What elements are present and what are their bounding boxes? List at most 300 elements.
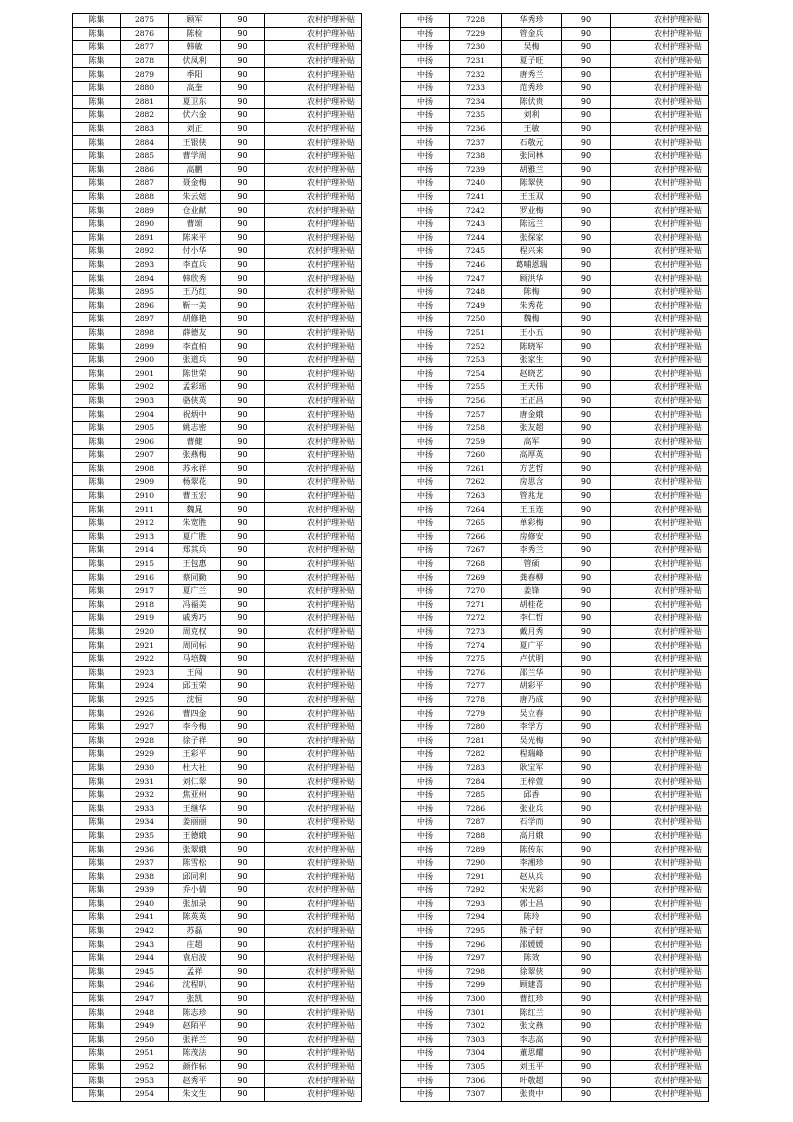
serial-number-cell: 7234 <box>450 95 502 109</box>
village-cell: 陈集 <box>73 353 121 367</box>
village-cell: 陈集 <box>73 761 121 775</box>
table-row <box>401 707 709 721</box>
village-cell: 陈集 <box>73 829 121 843</box>
serial-number-cell: 2891 <box>121 231 169 245</box>
amount-cell: 90 <box>221 843 265 857</box>
village-cell: 陈集 <box>73 489 121 503</box>
serial-number-cell: 7280 <box>450 720 502 734</box>
amount-cell: 90 <box>221 421 265 435</box>
serial-number-cell: 7231 <box>450 54 502 68</box>
table-row <box>73 14 362 28</box>
person-name-cell: 颜作标 <box>169 1060 221 1074</box>
amount-cell: 90 <box>562 340 611 354</box>
amount-cell: 90 <box>562 992 611 1006</box>
subsidy-type-cell: 农村护理补贴 <box>611 897 709 911</box>
amount-cell: 90 <box>562 788 611 802</box>
table-row <box>73 245 362 259</box>
amount-cell: 90 <box>562 1060 611 1074</box>
village-cell: 中扬 <box>401 992 450 1006</box>
person-name-cell: 戴月秀 <box>502 625 562 639</box>
table-row <box>73 951 362 965</box>
serial-number-cell: 2875 <box>121 14 169 28</box>
village-cell: 中扬 <box>401 285 450 299</box>
amount-cell: 90 <box>221 639 265 653</box>
village-cell: 中扬 <box>401 313 450 327</box>
person-name-cell: 蔡同勤 <box>169 571 221 585</box>
serial-number-cell: 2923 <box>121 666 169 680</box>
amount-cell: 90 <box>221 353 265 367</box>
subsidy-type-cell: 农村护理补贴 <box>265 367 362 381</box>
subsidy-type-cell: 农村护理补贴 <box>265 41 362 55</box>
village-cell: 陈集 <box>73 680 121 694</box>
subsidy-type-cell: 农村护理补贴 <box>611 584 709 598</box>
person-name-cell: 王乃红 <box>169 285 221 299</box>
table-row <box>401 938 709 952</box>
subsidy-type-cell: 农村护理补贴 <box>611 299 709 313</box>
table-row <box>73 666 362 680</box>
amount-cell: 90 <box>221 666 265 680</box>
table-body-left <box>73 14 362 1102</box>
person-name-cell: 冯福美 <box>169 598 221 612</box>
serial-number-cell: 2948 <box>121 1006 169 1020</box>
table-row <box>73 829 362 843</box>
serial-number-cell: 7264 <box>450 503 502 517</box>
subsidy-type-cell: 农村护理补贴 <box>611 81 709 95</box>
amount-cell: 90 <box>221 245 265 259</box>
subsidy-type-cell: 农村护理补贴 <box>611 163 709 177</box>
person-name-cell: 唐秀兰 <box>502 68 562 82</box>
table-row <box>401 381 709 395</box>
serial-number-cell: 7272 <box>450 612 502 626</box>
subsidy-table-left <box>72 13 362 1102</box>
amount-cell: 90 <box>562 326 611 340</box>
village-cell: 陈集 <box>73 109 121 123</box>
subsidy-type-cell: 农村护理补贴 <box>611 435 709 449</box>
person-name-cell: 高厚英 <box>502 449 562 463</box>
subsidy-type-cell: 农村护理补贴 <box>611 557 709 571</box>
serial-number-cell: 7240 <box>450 177 502 191</box>
serial-number-cell: 2954 <box>121 1087 169 1101</box>
amount-cell: 90 <box>221 41 265 55</box>
subsidy-type-cell: 农村护理补贴 <box>611 54 709 68</box>
village-cell: 中扬 <box>401 190 450 204</box>
subsidy-type-cell: 农村护理补贴 <box>611 516 709 530</box>
table-row <box>73 911 362 925</box>
table-row <box>401 394 709 408</box>
amount-cell: 90 <box>221 693 265 707</box>
amount-cell: 90 <box>562 68 611 82</box>
village-cell: 中扬 <box>401 693 450 707</box>
table-row <box>401 258 709 272</box>
table-row <box>401 843 709 857</box>
amount-cell: 90 <box>562 353 611 367</box>
amount-cell: 90 <box>562 258 611 272</box>
village-cell: 陈集 <box>73 625 121 639</box>
serial-number-cell: 2903 <box>121 394 169 408</box>
person-name-cell: 王正昌 <box>502 394 562 408</box>
subsidy-type-cell: 农村护理补贴 <box>265 449 362 463</box>
subsidy-type-cell: 农村护理补贴 <box>265 81 362 95</box>
amount-cell: 90 <box>562 625 611 639</box>
village-cell: 陈集 <box>73 408 121 422</box>
subsidy-type-cell: 农村护理补贴 <box>611 394 709 408</box>
serial-number-cell: 7306 <box>450 1074 502 1088</box>
serial-number-cell: 2910 <box>121 489 169 503</box>
serial-number-cell: 7267 <box>450 544 502 558</box>
subsidy-type-cell: 农村护理补贴 <box>265 707 362 721</box>
village-cell: 中扬 <box>401 122 450 136</box>
serial-number-cell: 2931 <box>121 775 169 789</box>
village-cell: 中扬 <box>401 951 450 965</box>
village-cell: 陈集 <box>73 340 121 354</box>
serial-number-cell: 2919 <box>121 612 169 626</box>
village-cell: 中扬 <box>401 381 450 395</box>
table-row <box>73 639 362 653</box>
village-cell: 陈集 <box>73 381 121 395</box>
person-name-cell: 刘正 <box>169 122 221 136</box>
table-row <box>73 870 362 884</box>
serial-number-cell: 7294 <box>450 911 502 925</box>
person-name-cell: 邵兰华 <box>502 666 562 680</box>
village-cell: 中扬 <box>401 843 450 857</box>
subsidy-type-cell: 农村护理补贴 <box>265 190 362 204</box>
amount-cell: 90 <box>562 584 611 598</box>
amount-cell: 90 <box>562 204 611 218</box>
village-cell: 中扬 <box>401 353 450 367</box>
table-row <box>401 489 709 503</box>
subsidy-type-cell: 农村护理补贴 <box>265 462 362 476</box>
village-cell: 中扬 <box>401 516 450 530</box>
village-cell: 陈集 <box>73 652 121 666</box>
subsidy-type-cell: 农村护理补贴 <box>611 122 709 136</box>
subsidy-type-cell: 农村护理补贴 <box>611 884 709 898</box>
amount-cell: 90 <box>562 231 611 245</box>
amount-cell: 90 <box>562 1006 611 1020</box>
village-cell: 中扬 <box>401 1047 450 1061</box>
village-cell: 中扬 <box>401 965 450 979</box>
amount-cell: 90 <box>562 1087 611 1101</box>
person-name-cell: 朱宽胜 <box>169 516 221 530</box>
person-name-cell: 胡彩平 <box>502 680 562 694</box>
subsidy-type-cell: 农村护理补贴 <box>265 693 362 707</box>
person-name-cell: 曹颂 <box>169 217 221 231</box>
person-name-cell: 夏广平 <box>502 639 562 653</box>
subsidy-type-cell: 农村护理补贴 <box>611 408 709 422</box>
amount-cell: 90 <box>562 503 611 517</box>
subsidy-type-cell: 农村护理补贴 <box>611 748 709 762</box>
person-name-cell: 赵陌平 <box>169 1019 221 1033</box>
person-name-cell: 房思含 <box>502 476 562 490</box>
serial-number-cell: 2930 <box>121 761 169 775</box>
amount-cell: 90 <box>221 489 265 503</box>
village-cell: 中扬 <box>401 856 450 870</box>
subsidy-type-cell: 农村护理补贴 <box>265 639 362 653</box>
table-row <box>401 652 709 666</box>
village-cell: 中扬 <box>401 639 450 653</box>
village-cell: 陈集 <box>73 136 121 150</box>
serial-number-cell: 2886 <box>121 163 169 177</box>
person-name-cell: 高军 <box>502 435 562 449</box>
serial-number-cell: 2898 <box>121 326 169 340</box>
amount-cell: 90 <box>562 938 611 952</box>
subsidy-type-cell: 农村护理补贴 <box>265 258 362 272</box>
person-name-cell: 苏磊 <box>169 924 221 938</box>
subsidy-type-cell: 农村护理补贴 <box>265 476 362 490</box>
village-cell: 陈集 <box>73 1047 121 1061</box>
subsidy-type-cell: 农村护理补贴 <box>611 802 709 816</box>
subsidy-type-cell: 农村护理补贴 <box>611 489 709 503</box>
table-row <box>73 41 362 55</box>
amount-cell: 90 <box>221 449 265 463</box>
table-row <box>401 775 709 789</box>
amount-cell: 90 <box>562 897 611 911</box>
village-cell: 中扬 <box>401 884 450 898</box>
subsidy-type-cell: 农村护理补贴 <box>265 231 362 245</box>
village-cell: 中扬 <box>401 748 450 762</box>
serial-number-cell: 2921 <box>121 639 169 653</box>
village-cell: 陈集 <box>73 285 121 299</box>
person-name-cell: 伏六金 <box>169 109 221 123</box>
table-row <box>401 1006 709 1020</box>
amount-cell: 90 <box>221 217 265 231</box>
amount-cell: 90 <box>221 14 265 28</box>
amount-cell: 90 <box>221 571 265 585</box>
village-cell: 陈集 <box>73 911 121 925</box>
serial-number-cell: 7284 <box>450 775 502 789</box>
amount-cell: 90 <box>562 680 611 694</box>
village-cell: 中扬 <box>401 272 450 286</box>
serial-number-cell: 2892 <box>121 245 169 259</box>
person-name-cell: 李志高 <box>502 1033 562 1047</box>
village-cell: 中扬 <box>401 231 450 245</box>
village-cell: 陈集 <box>73 299 121 313</box>
table-row <box>73 190 362 204</box>
person-name-cell: 张同林 <box>502 149 562 163</box>
village-cell: 陈集 <box>73 557 121 571</box>
person-name-cell: 郭士昌 <box>502 897 562 911</box>
subsidy-type-cell: 农村护理补贴 <box>611 707 709 721</box>
serial-number-cell: 7256 <box>450 394 502 408</box>
amount-cell: 90 <box>562 666 611 680</box>
village-cell: 中扬 <box>401 897 450 911</box>
person-name-cell: 赵晓艺 <box>502 367 562 381</box>
village-cell: 中扬 <box>401 258 450 272</box>
person-name-cell: 杨翠花 <box>169 476 221 490</box>
amount-cell: 90 <box>221 54 265 68</box>
serial-number-cell: 2896 <box>121 299 169 313</box>
subsidy-type-cell: 农村护理补贴 <box>265 177 362 191</box>
person-name-cell: 范秀珍 <box>502 81 562 95</box>
table-row <box>73 109 362 123</box>
person-name-cell: 邱玉荣 <box>169 680 221 694</box>
person-name-cell: 顾洪华 <box>502 272 562 286</box>
subsidy-type-cell: 农村护理补贴 <box>265 897 362 911</box>
village-cell: 陈集 <box>73 190 121 204</box>
serial-number-cell: 2933 <box>121 802 169 816</box>
person-name-cell: 管兆龙 <box>502 489 562 503</box>
amount-cell: 90 <box>221 503 265 517</box>
person-name-cell: 王闯 <box>169 666 221 680</box>
person-name-cell: 魏梅 <box>502 313 562 327</box>
person-name-cell: 张翠娥 <box>169 843 221 857</box>
village-cell: 中扬 <box>401 707 450 721</box>
village-cell: 陈集 <box>73 54 121 68</box>
subsidy-type-cell: 农村护理补贴 <box>611 1006 709 1020</box>
serial-number-cell: 7261 <box>450 462 502 476</box>
serial-number-cell: 7246 <box>450 258 502 272</box>
village-cell: 中扬 <box>401 449 450 463</box>
village-cell: 中扬 <box>401 41 450 55</box>
subsidy-type-cell: 农村护理补贴 <box>611 449 709 463</box>
person-name-cell: 胡雅兰 <box>502 163 562 177</box>
person-name-cell: 胡修艳 <box>169 313 221 327</box>
table-row <box>401 503 709 517</box>
amount-cell: 90 <box>562 408 611 422</box>
village-cell: 陈集 <box>73 435 121 449</box>
amount-cell: 90 <box>221 177 265 191</box>
person-name-cell: 李秀兰 <box>502 544 562 558</box>
person-name-cell: 石学而 <box>502 816 562 830</box>
table-row <box>73 1060 362 1074</box>
table-row <box>73 27 362 41</box>
subsidy-type-cell: 农村护理补贴 <box>611 639 709 653</box>
person-name-cell: 朱文生 <box>169 1087 221 1101</box>
person-name-cell: 曹红珍 <box>502 992 562 1006</box>
amount-cell: 90 <box>562 924 611 938</box>
serial-number-cell: 2942 <box>121 924 169 938</box>
village-cell: 中扬 <box>401 612 450 626</box>
amount-cell: 90 <box>562 720 611 734</box>
person-name-cell: 曹健 <box>169 435 221 449</box>
amount-cell: 90 <box>221 476 265 490</box>
amount-cell: 90 <box>221 911 265 925</box>
amount-cell: 90 <box>221 829 265 843</box>
amount-cell: 90 <box>562 122 611 136</box>
person-name-cell: 朱云妞 <box>169 190 221 204</box>
person-name-cell: 聂金梅 <box>169 177 221 191</box>
person-name-cell: 邱香 <box>502 788 562 802</box>
serial-number-cell: 2902 <box>121 381 169 395</box>
subsidy-type-cell: 农村护理补贴 <box>265 136 362 150</box>
amount-cell: 90 <box>562 435 611 449</box>
table-row <box>73 1074 362 1088</box>
serial-number-cell: 7288 <box>450 829 502 843</box>
village-cell: 中扬 <box>401 734 450 748</box>
table-row <box>401 1033 709 1047</box>
amount-cell: 90 <box>221 68 265 82</box>
person-name-cell: 房修安 <box>502 530 562 544</box>
subsidy-type-cell: 农村护理补贴 <box>265 761 362 775</box>
table-row <box>401 462 709 476</box>
serial-number-cell: 2943 <box>121 938 169 952</box>
amount-cell: 90 <box>221 720 265 734</box>
serial-number-cell: 7276 <box>450 666 502 680</box>
subsidy-type-cell: 农村护理补贴 <box>265 951 362 965</box>
subsidy-type-cell: 农村护理补贴 <box>611 313 709 327</box>
village-cell: 中扬 <box>401 584 450 598</box>
table-row <box>401 516 709 530</box>
village-cell: 陈集 <box>73 1060 121 1074</box>
serial-number-cell: 7259 <box>450 435 502 449</box>
amount-cell: 90 <box>221 1019 265 1033</box>
person-name-cell: 吴光梅 <box>502 734 562 748</box>
village-cell: 陈集 <box>73 884 121 898</box>
amount-cell: 90 <box>562 95 611 109</box>
serial-number-cell: 7292 <box>450 884 502 898</box>
person-name-cell: 王玉双 <box>502 190 562 204</box>
village-cell: 中扬 <box>401 571 450 585</box>
amount-cell: 90 <box>221 272 265 286</box>
village-cell: 陈集 <box>73 95 121 109</box>
person-name-cell: 陈晓军 <box>502 340 562 354</box>
subsidy-type-cell: 农村护理补贴 <box>265 27 362 41</box>
subsidy-type-cell: 农村护理补贴 <box>611 68 709 82</box>
subsidy-type-cell: 农村护理补贴 <box>611 571 709 585</box>
person-name-cell: 王玉连 <box>502 503 562 517</box>
person-name-cell: 陈伏贵 <box>502 95 562 109</box>
serial-number-cell: 2939 <box>121 884 169 898</box>
person-name-cell: 华秀珍 <box>502 14 562 28</box>
amount-cell: 90 <box>562 217 611 231</box>
table-row <box>73 421 362 435</box>
serial-number-cell: 7238 <box>450 149 502 163</box>
serial-number-cell: 7270 <box>450 584 502 598</box>
person-name-cell: 陈远兰 <box>502 217 562 231</box>
person-name-cell: 王敏 <box>502 122 562 136</box>
subsidy-type-cell: 农村护理补贴 <box>265 965 362 979</box>
serial-number-cell: 7243 <box>450 217 502 231</box>
subsidy-type-cell: 农村护理补贴 <box>265 584 362 598</box>
village-cell: 中扬 <box>401 1087 450 1101</box>
serial-number-cell: 7298 <box>450 965 502 979</box>
amount-cell: 90 <box>562 802 611 816</box>
subsidy-type-cell: 农村护理补贴 <box>265 979 362 993</box>
serial-number-cell: 2940 <box>121 897 169 911</box>
table-row <box>73 625 362 639</box>
subsidy-type-cell: 农村护理补贴 <box>265 14 362 28</box>
serial-number-cell: 2945 <box>121 965 169 979</box>
person-name-cell: 陈世荣 <box>169 367 221 381</box>
subsidy-type-cell: 农村护理补贴 <box>265 870 362 884</box>
table-row <box>401 734 709 748</box>
amount-cell: 90 <box>562 449 611 463</box>
village-cell: 中扬 <box>401 938 450 952</box>
amount-cell: 90 <box>562 476 611 490</box>
amount-cell: 90 <box>562 109 611 123</box>
amount-cell: 90 <box>221 1060 265 1074</box>
village-cell: 中扬 <box>401 775 450 789</box>
person-name-cell: 赵秀平 <box>169 1074 221 1088</box>
amount-cell: 90 <box>221 81 265 95</box>
person-name-cell: 龚春柳 <box>502 571 562 585</box>
amount-cell: 90 <box>221 516 265 530</box>
village-cell: 中扬 <box>401 81 450 95</box>
subsidy-type-cell: 农村护理补贴 <box>611 1033 709 1047</box>
amount-cell: 90 <box>562 245 611 259</box>
table-row <box>73 761 362 775</box>
amount-cell: 90 <box>562 639 611 653</box>
amount-cell: 90 <box>221 979 265 993</box>
village-cell: 陈集 <box>73 394 121 408</box>
subsidy-type-cell: 农村护理补贴 <box>611 938 709 952</box>
serial-number-cell: 7235 <box>450 109 502 123</box>
amount-cell: 90 <box>221 326 265 340</box>
serial-number-cell: 7300 <box>450 992 502 1006</box>
subsidy-type-cell: 农村护理补贴 <box>265 340 362 354</box>
village-cell: 中扬 <box>401 421 450 435</box>
table-row <box>401 870 709 884</box>
amount-cell: 90 <box>221 544 265 558</box>
